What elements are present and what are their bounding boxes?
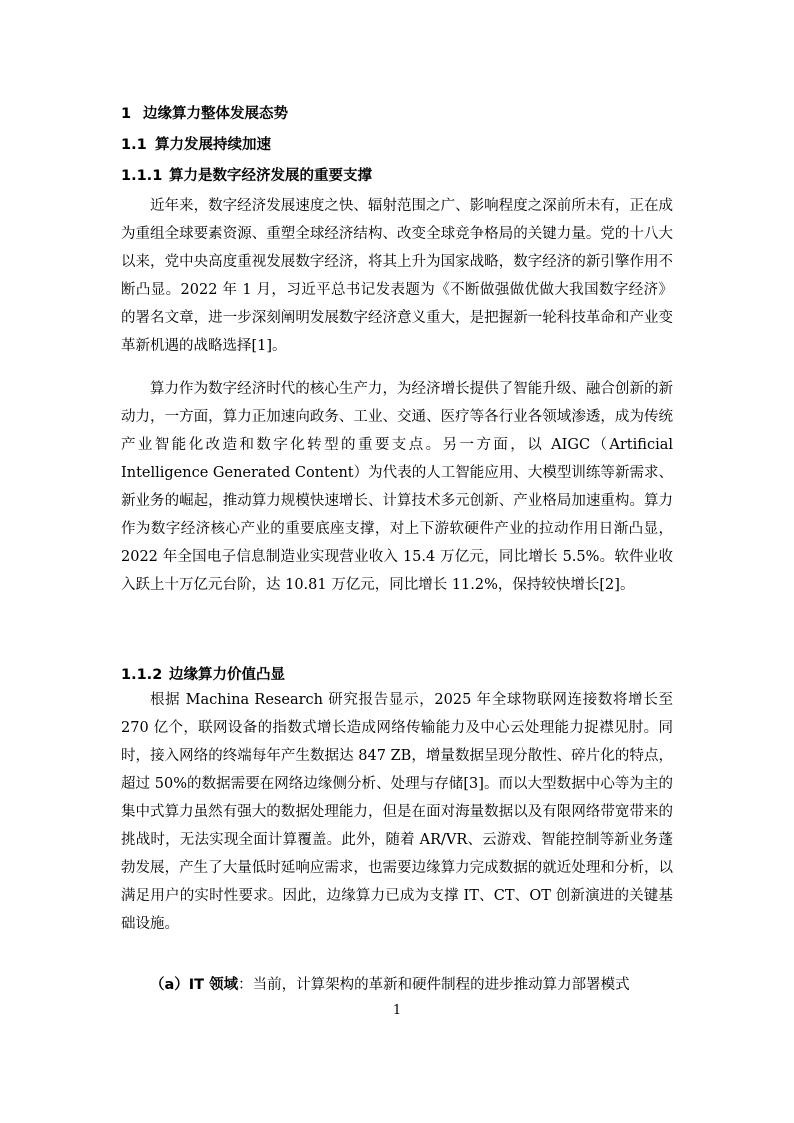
list-item-it-domain	[121, 971, 673, 999]
section-heading-1-1	[121, 133, 271, 154]
section-heading-1-1-2	[121, 663, 285, 684]
paragraph-digital-economy: 近年来，数字经济发展速度之快、辐射范围之广、影响程度之深前所未有，正在成为重组全球要素资源、重塑全球经济结构、改变全球竞争格局的关键力量。党的十八大以来，党中央高度重视发展数字经济，将其上升为国家战略，数字经济的新引擎作用不断凸显。2022 年 1 月，习近平总书记发表题为《不断做强做优做大我国数字经济》的署名文章，进一步深刻阐明发展数字经济意义重大，是把握新一轮科技革命和产业变革新机遇的战略选择[1]。	[121, 198, 673, 354]
section-heading-1	[121, 102, 288, 123]
item-label: （a）IT 领域	[150, 977, 239, 993]
section-title: 边缘算力整体发展态势	[143, 106, 288, 122]
section-heading-1-1-1	[121, 164, 372, 185]
paragraph-edge-computing-value: 根据 Machina Research 研究报告显示，2025 年全球物联网连接数将增长至 270 亿个，联网设备的指数式增长造成网络传输能力及中心云处理能力捉襟见肘。同时，接入网络的终端每年产生数据达 847 ZB，增量数据呈现分散性、碎片化的特点，超过 50%的数据需要在网络边缘侧分析、处理与存储[3]。而以大型数据中心等为主的集中式算力虽然有强大的数据处理能力，但是在面对海量数据以及有限网络带宽带来的挑战时，无法实现全面计算覆盖。此外，随着 AR/VR、云游戏、智能控制等新业务蓬勃发展，产生了大量低时延响应需求，也需要边缘算力完成数据的就近处理和分析，以满足用户的实时性要求。因此，边缘算力已成为支撑 IT、CT、OT 创新演进的关键基础设施。	[121, 692, 673, 932]
page-number: 1	[392, 1003, 402, 1018]
section-number: 1.1.1	[121, 168, 163, 184]
section-title: 算力发展持续加速	[155, 137, 271, 153]
section-title: 算力是数字经济发展的重要支撑	[169, 168, 372, 184]
section-number: 1.1.2	[121, 667, 163, 683]
item-text: ：当前，计算架构的革新和硬件制程的进步推动算力部署模式	[238, 977, 630, 993]
paragraph-computing-power: 算力作为数字经济时代的核心生产力，为经济增长提供了智能升级、融合创新的新动力，一方面，算力正加速向政务、工业、交通、医疗等各行业各领域渗透，成为传统产业智能化改造和数字化转型的重要支点。另一方面，以 AIGC（Artificial Intelligence Generated Content）为代表的人工智能应用、大模型训练等新需求、新业务的崛起，推动算力规模快速增长、计算技术多元创新、产业格局加速重构。算力作为数字经济核心产业的重要底座支撑，对上下游软硬件产业的拉动作用日渐凸显，2022 年全国电子信息制造业实现营业收入 15.4 万亿元，同比增长 5.5%。软件业收入跃上十万亿元台阶，达 10.81 万亿元，同比增长 11.2%，保持较快增长[2]。	[121, 381, 673, 593]
section-title: 边缘算力价值凸显	[169, 667, 285, 683]
section-number: 1	[121, 106, 132, 122]
section-number: 1.1	[121, 137, 147, 153]
